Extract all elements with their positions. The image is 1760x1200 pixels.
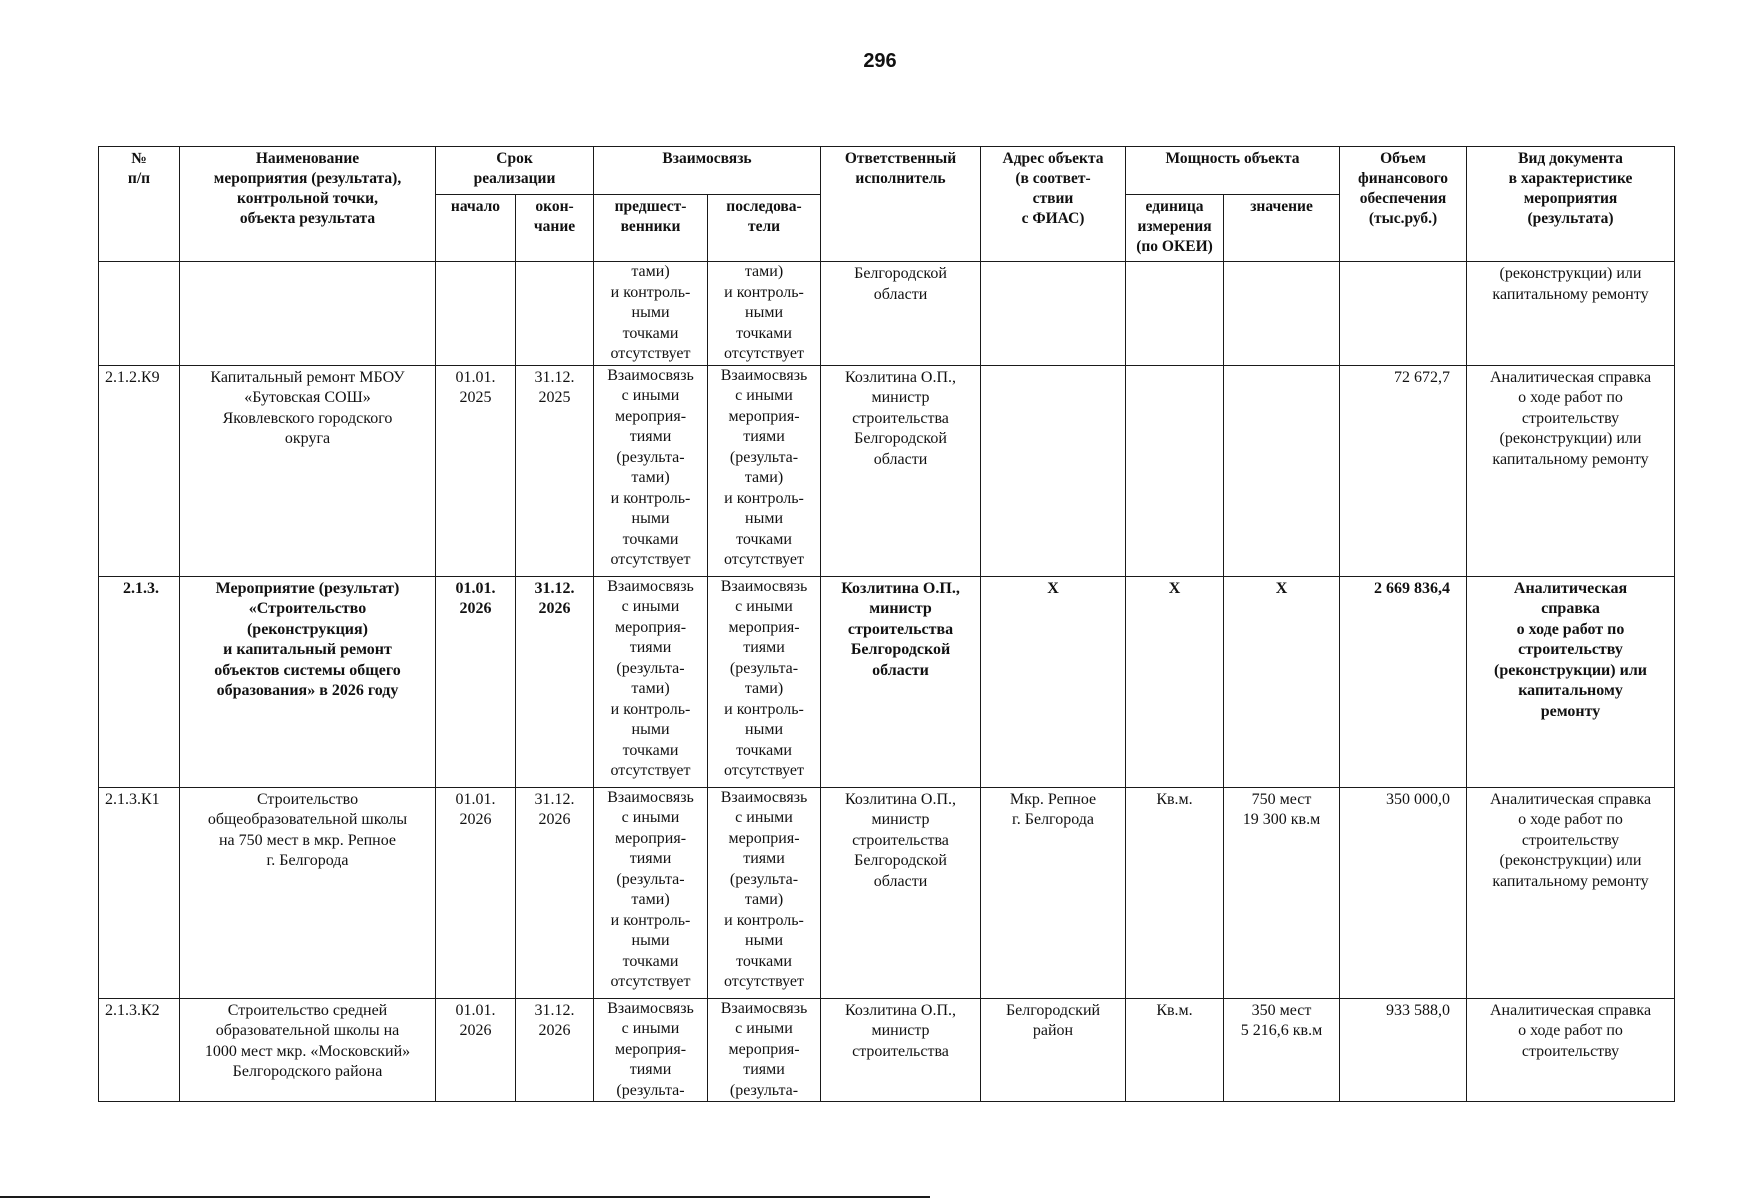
cell-executor: Белгородской области	[821, 262, 981, 366]
table-row	[99, 787, 1675, 998]
header-address: Адрес объекта (в соответ- ствии с ФИАС)	[981, 147, 1126, 262]
cell-end: 31.12. 2026	[516, 576, 594, 787]
cell-no: 2.1.3.К1	[99, 787, 180, 998]
cell-successors: Взаимосвязь с иными мероприя- тиями (результа- тами) и контроль- ными точками отсутствует	[708, 576, 821, 787]
page-number: 296	[863, 50, 897, 72]
header-cap-value: значение	[1224, 195, 1340, 262]
table-header	[99, 147, 1675, 262]
cell-address: Мкр. Репное г. Белгорода	[981, 787, 1126, 998]
cell-address: Белгородский район	[981, 998, 1126, 1102]
cell-value	[1224, 262, 1340, 366]
cell-predecessors: Взаимосвязь с иными мероприя- тиями (результа- тами) и контроль- ными точками отсутствует	[594, 365, 708, 576]
cell-finance: 72 672,7	[1340, 365, 1467, 576]
cell-end: 31.12. 2026	[516, 787, 594, 998]
cell-name: Капитальный ремонт МБОУ «Бутовская СОШ» Яковлевского городского округа	[180, 365, 436, 576]
cell-value: X	[1224, 576, 1340, 787]
cell-executor: Козлитина О.П., министр строительства	[821, 998, 981, 1102]
cell-doctype: Аналитическая справка о ходе работ по строительству	[1467, 998, 1675, 1102]
cell-name	[180, 262, 436, 366]
cell-name: Строительство общеобразовательной школы на 750 мест в мкр. Репное г. Белгорода	[180, 787, 436, 998]
cell-predecessors: Взаимосвязь с иными мероприя- тиями (результа- тами) и контроль- ными точками отсутствует	[594, 787, 708, 998]
cell-executor: Козлитина О.П., министр строительства Белгородской области	[821, 576, 981, 787]
footer-rule	[0, 1196, 930, 1198]
cell-name: Мероприятие (результат) «Строительство (реконструкция) и капитальный ремонт объектов системы общего образования» в 2026 году	[180, 576, 436, 787]
cell-value: 350 мест 5 216,6 кв.м	[1224, 998, 1340, 1102]
cell-address	[981, 365, 1126, 576]
cell-no: 2.1.3.К2	[99, 998, 180, 1102]
cell-finance: 350 000,0	[1340, 787, 1467, 998]
header-term-start: начало	[436, 195, 516, 262]
cell-unit: X	[1126, 576, 1224, 787]
header-relation: Взаимосвязь	[594, 147, 821, 195]
cell-end	[516, 262, 594, 366]
cell-predecessors: Взаимосвязь с иными мероприя- тиями (результа- тами) и контроль- ными точками отсутствует	[594, 576, 708, 787]
table-row	[99, 262, 1675, 366]
cell-predecessors: тами) и контроль- ными точками отсутствует	[594, 262, 708, 366]
cell-no: 2.1.2.К9	[99, 365, 180, 576]
cell-finance: 2 669 836,4	[1340, 576, 1467, 787]
cell-start: 01.01. 2026	[436, 998, 516, 1102]
cell-no	[99, 262, 180, 366]
cell-address: X	[981, 576, 1126, 787]
cell-end: 31.12. 2025	[516, 365, 594, 576]
cell-no: 2.1.3.	[99, 576, 180, 787]
cell-doctype: Аналитическая справка о ходе работ по строительству (реконструкции) или капитальному ремонту	[1467, 787, 1675, 998]
cell-name: Строительство средней образовательной школы на 1000 мест мкр. «Московский» Белгородского района	[180, 998, 436, 1102]
cell-predecessors: Взаимосвязь с иными мероприя- тиями (результа-	[594, 998, 708, 1102]
measures-table	[98, 146, 1675, 1102]
header-term-end: окон- чание	[516, 195, 594, 262]
header-executor: Ответственный исполнитель	[821, 147, 981, 262]
header-rel-succ: последова- тели	[708, 195, 821, 262]
table-row	[99, 365, 1675, 576]
cell-doctype: Аналитическая справка о ходе работ по строительству (реконструкции) или капитальному ремонту	[1467, 576, 1675, 787]
cell-start: 01.01. 2026	[436, 576, 516, 787]
cell-address	[981, 262, 1126, 366]
cell-value	[1224, 365, 1340, 576]
cell-executor: Козлитина О.П., министр строительства Белгородской области	[821, 787, 981, 998]
cell-unit: Кв.м.	[1126, 787, 1224, 998]
cell-unit	[1126, 365, 1224, 576]
cell-finance	[1340, 262, 1467, 366]
cell-start: 01.01. 2025	[436, 365, 516, 576]
header-name: Наименование мероприятия (результата), контрольной точки, объекта результата	[180, 147, 436, 262]
cell-successors: тами) и контроль- ными точками отсутствует	[708, 262, 821, 366]
header-doctype: Вид документа в характеристике мероприятия (результата)	[1467, 147, 1675, 262]
cell-value: 750 мест 19 300 кв.м	[1224, 787, 1340, 998]
table-row	[99, 576, 1675, 787]
header-term: Срок реализации	[436, 147, 594, 195]
cell-unit	[1126, 262, 1224, 366]
cell-executor: Козлитина О.П., министр строительства Белгородской области	[821, 365, 981, 576]
header-cap-unit: единица измерения (по ОКЕИ)	[1126, 195, 1224, 262]
cell-finance: 933 588,0	[1340, 998, 1467, 1102]
cell-successors: Взаимосвязь с иными мероприя- тиями (результа- тами) и контроль- ными точками отсутствует	[708, 787, 821, 998]
header-no: № п/п	[99, 147, 180, 262]
header-capacity: Мощность объекта	[1126, 147, 1340, 195]
cell-successors: Взаимосвязь с иными мероприя- тиями (результа- тами) и контроль- ными точками отсутствует	[708, 365, 821, 576]
cell-start	[436, 262, 516, 366]
cell-end: 31.12. 2026	[516, 998, 594, 1102]
header-rel-pred: предшест- венники	[594, 195, 708, 262]
cell-start: 01.01. 2026	[436, 787, 516, 998]
cell-doctype: Аналитическая справка о ходе работ по строительству (реконструкции) или капитальному ремонту	[1467, 365, 1675, 576]
cell-doctype: (реконструкции) или капитальному ремонту	[1467, 262, 1675, 366]
table-row	[99, 998, 1675, 1102]
cell-successors: Взаимосвязь с иными мероприя- тиями (результа-	[708, 998, 821, 1102]
header-finance: Объем финансового обеспечения (тыс.руб.)	[1340, 147, 1467, 262]
cell-unit: Кв.м.	[1126, 998, 1224, 1102]
